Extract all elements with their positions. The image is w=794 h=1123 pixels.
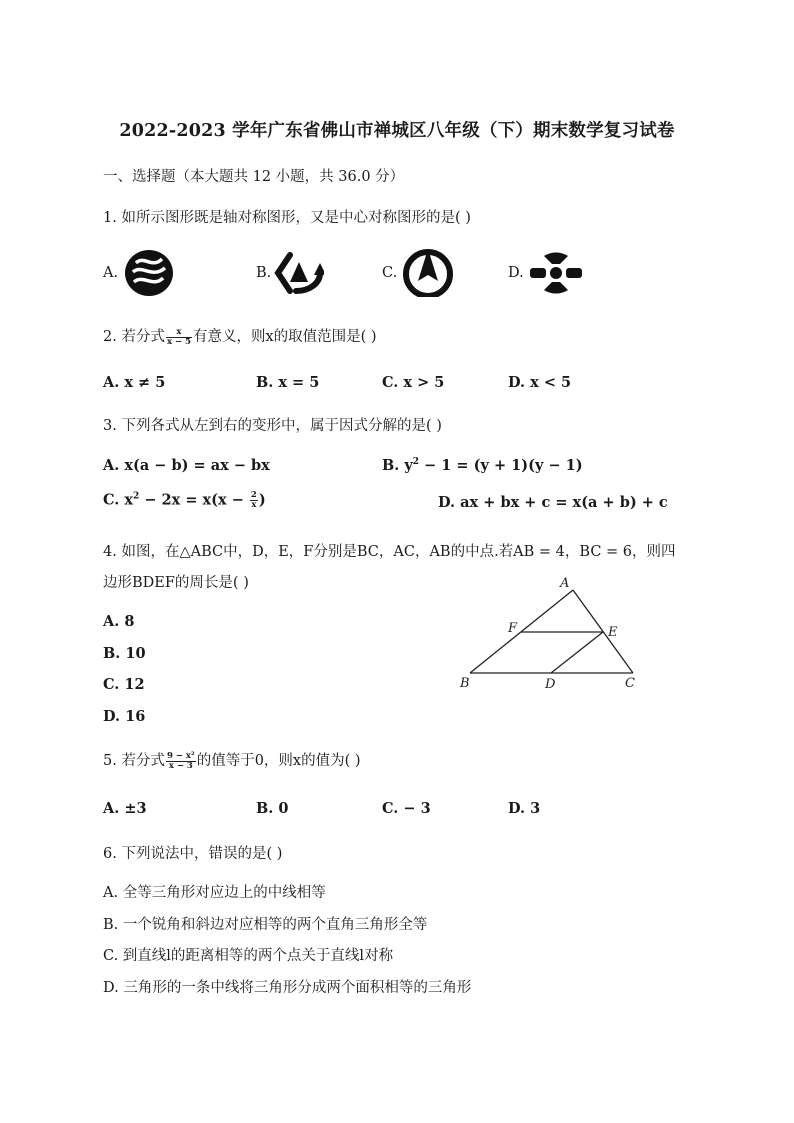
q2-option-d[interactable]: D. x < 5 [508,374,572,391]
q3-c-post: ) [258,491,266,509]
q3-option-a[interactable]: A. x(a − b) = ax − bx [103,457,270,474]
vertex-label-c: C [625,676,635,691]
q2-fraction-denominator: x − 5 [166,336,191,347]
q2-suffix: 有意义，则x的取值范围是( ) [192,329,377,345]
question-3-stem: 3. 下列各式从左到右的变形中，属于因式分解的是( ) [103,418,442,434]
page-title: 2022-2023 学年广东省佛山市禅城区八年级（下）期末数学复习试卷 [119,121,675,141]
q1-option-d-label[interactable]: D. [508,265,524,281]
vertex-label-b: B [460,676,470,691]
question-1-stem: 1. 如所示图形既是轴对称图形，又是中心对称图形的是( ) [103,210,471,226]
q3-c-fraction-numerator: 2 [250,490,257,500]
point-label-e: E [608,625,618,640]
question-4-stem-line1: 4. 如图，在△ABC中，D，E，F分别是BC，AC，AB的中点.若AB = 4，BC = 6，则四 [103,544,676,560]
q3-option-d[interactable]: D. ax + bx + c = x(a + b) + c [438,494,668,511]
triangle-figure [455,570,645,695]
q3-c-fraction [250,491,258,510]
waves-circle-logo-icon [124,249,174,297]
q1-option-a-label[interactable]: A. [103,265,119,281]
q6-option-b[interactable]: B. 一个锐角和斜边对应相等的两个直角三角形全等 [103,917,428,933]
q2-fraction [166,328,192,347]
question-4-stem-line2: 边形BDEF的周长是( ) [103,575,249,591]
triangle-arrows-logo-icon [274,249,324,297]
vertex-label-a: A [560,576,570,591]
q2-fraction-numerator: x [166,328,192,338]
question-6-stem: 6. 下列说法中，错误的是( ) [103,846,283,862]
q6-option-a[interactable]: A. 全等三角形对应边上的中线相等 [103,885,326,901]
q6-option-c[interactable]: C. 到直线l的距离相等的两个点关于直线l对称 [103,948,394,964]
point-label-d: D [545,677,556,692]
q5-fraction-numerator: 9 − x² [166,750,195,761]
q3-c-mid: − 2x = x(x − [139,491,249,509]
q5-option-a[interactable]: A. ±3 [103,800,147,817]
q3-option-b[interactable] [382,457,583,474]
q3-b-post: − 1 = (y + 1)(y − 1) [419,457,583,474]
arrow-circle-logo-icon [402,247,454,297]
q3-option-c[interactable] [103,491,266,510]
q2-option-b[interactable]: B. x = 5 [256,374,320,391]
q2-option-a[interactable]: A. x ≠ 5 [103,374,166,391]
question-2-stem [103,325,377,347]
q1-option-b-label[interactable]: B. [256,265,272,281]
q5-fraction [166,752,196,771]
q4-option-c[interactable]: C. 12 [103,676,145,693]
q4-option-a[interactable]: A. 8 [103,613,135,630]
q3-b-pre: B. y [382,457,413,474]
q6-option-d[interactable]: D. 三角形的一条中线将三角形分成两个面积相等的三角形 [103,980,472,996]
q2-prefix: 2. 若分式 [103,329,165,345]
section-heading: 一、选择题（本大题共 12 小题，共 36.0 分） [103,169,405,185]
cross-circle-logo-icon [530,248,582,298]
q3-b-sup: 2 [412,457,420,468]
q5-option-d[interactable]: D. 3 [508,800,541,817]
q2-option-c[interactable]: C. x > 5 [382,374,445,391]
q3-c-pre: C. x [103,491,134,509]
q5-option-c[interactable]: C. − 3 [382,800,431,817]
segment-ed [551,632,603,673]
point-label-f: F [508,621,518,636]
q5-suffix: 的值等于0，则x的值为( ) [196,753,361,769]
q5-option-b[interactable]: B. 0 [256,800,289,817]
q5-fraction-denominator: x − 3 [168,760,193,771]
q5-prefix: 5. 若分式 [103,753,165,769]
question-5-stem [103,749,361,771]
q3-c-sup: 2 [133,491,140,502]
q3-c-fraction-denominator: x [251,500,257,510]
q1-option-c-label[interactable]: C. [382,265,398,281]
q4-option-b[interactable]: B. 10 [103,645,146,662]
q4-option-d[interactable]: D. 16 [103,708,146,725]
